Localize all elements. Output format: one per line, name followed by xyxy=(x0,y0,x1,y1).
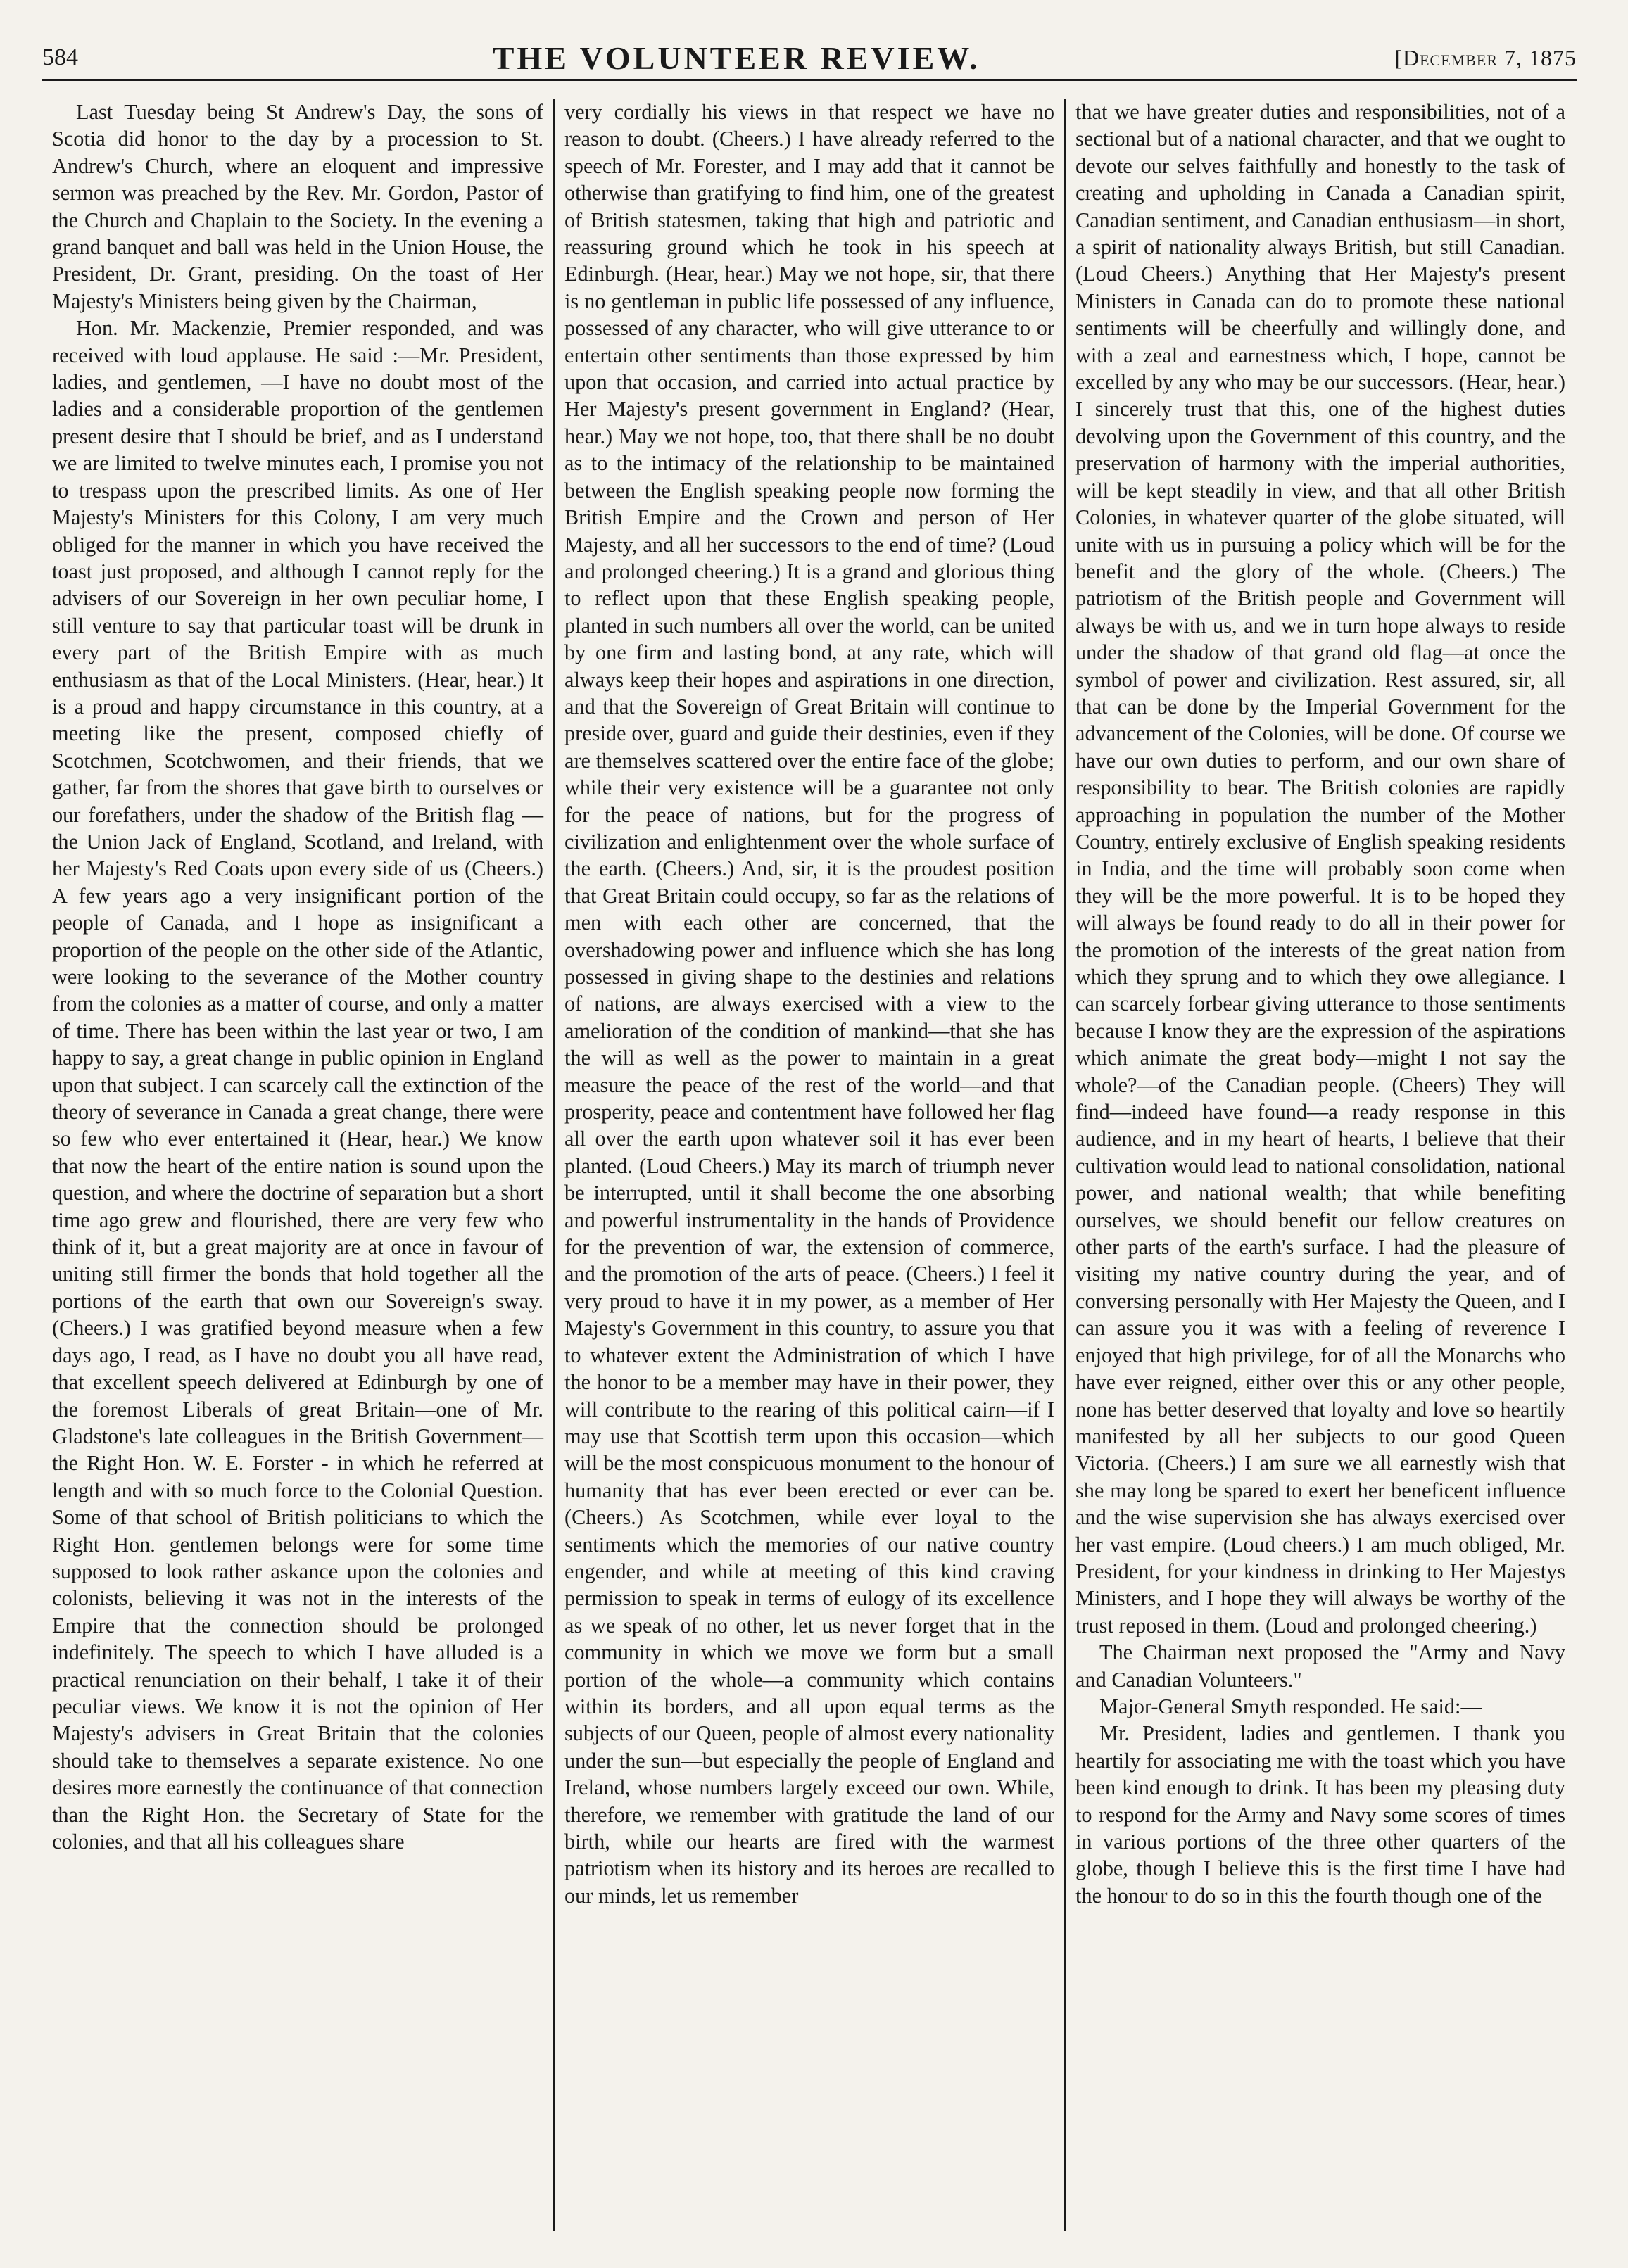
chairman-toast-paragraph: The Chairman next proposed the "Army and Navy and Canadian Volunteers." xyxy=(1075,1640,1565,1692)
publication-title: THE VOLUNTEER REVIEW. xyxy=(492,39,980,76)
article-columns xyxy=(42,99,1577,2231)
smyth-speech-paragraph: Mr. President, ladies and gentlemen. I thank you heartily for associating me with the toast which you have been kind enough to drink. It has been my pleasing duty to respond for the Army and Navy some scores of times in various portions of the three other quarters of the globe, though I believe this is the first time I have had the honour to do so in this the fourth though one of the xyxy=(1075,1721,1565,1908)
page-number: 584 xyxy=(42,44,78,70)
st-andrews-day-paragraph: Last Tuesday being St Andrew's Day, the sons of Scotia did honor to the day by a procession to St. Andrew's Church, where an eloquent and impressive sermon was preached by the Rev. Mr. Gordon, Pastor of the Church and Chaplain to the Society. In the evening a grand banquet and ball was held in the Union House, the President, Dr. Grant, presiding. On the toast of Her Majesty's Ministers being given by the Chairman, xyxy=(52,100,543,313)
speech-conclusion-paragraph: that we have greater duties and responsibilities, not of a sectional but of a national character, and that we ought to devote our selves faithfully and honestly to the task of creating and upholding in Canada a Canadian spirit, Canadian sentiment, and Canadian enthusiasm—in short, a spirit of nationality always British, but still Canadian. (Loud Cheers.) Anything that Her Majesty's present Ministers in Canada can do to promote these national sentiments will be cheerfully and willingly done, and with a zeal and earnestness which, I hope, cannot be excelled by any who may be our successors. (Hear, hear.) I sincerely trust that this, one of the highest duties devolving upon the Government of this country, and the preservation of harmony with the imperial authorities, will be kept steadily in view, and that all other British Colonies, in whatever quarter of the globe situated, will unite with us in pursuing a policy which will be for the benefit and the glory of the whole. (Cheers.) The patriotism of the British people and Government will always be with us, and we in turn hope always to reside under the shadow of that grand old flag—at once the symbol of power and civilization. Rest assured, sir, all that can be done by the Imperial Government for the advancement of the Colonies, will be done. Of course we have our own duties to perform, and our own share of responsibility to bear. The British colonies are rapidly approaching in population the number of the Mother Country, entirely exclusive of English speaking residents in India, and the time will probably soon come when they will be the more powerful. It is to be hoped they will always be found ready to do all in their power for the promotion of the interests of the great nation from which they sprung and to which they owe allegiance. I can scarcely forbear giving utterance to those sentiments because I know they are the expression of the aspirations which animate the great body—might I not say the whole?—of the Canadian people. (Cheers) They will find—indeed have found—a ready response in this audience, and in my heart of hearts, I believe that their cultivation would lead to national consolidation, national power, and national wealth; that while benefiting ourselves, we should benefit our fellow creatures on other parts of the earth's surface. I had the pleasure of visiting my native country during the year, and of conversing personally with Her Majesty the Queen, and I can assure you it was with a feeling of reverence I enjoyed that high privilege, for of all the Monarchs who have ever reigned, either over this or any other people, none has better deserved that loyalty and love so heartily manifested by all her subjects to our good Queen Victoria. (Cheers.) I am sure we all earnestly wish that she may long be spared to exert her beneficent influence and the wise supervision she has always exercised over her vast empire. (Loud cheers.) I am much obliged, Mr. President, for your kindness in drinking to Her Majestys Ministers, and I hope they will always be worthy of the trust reposed in them. (Loud and prolonged cheering.) xyxy=(1075,100,1565,1637)
masthead xyxy=(42,37,1577,81)
smyth-responded-paragraph: Major-General Smyth responded. He said:— xyxy=(1099,1694,1482,1718)
mackenzie-speech-paragraph: Hon. Mr. Mackenzie, Premier responded, and was received with loud applause. He said :—Mr. President, ladies, and gentlemen, —I have no doubt most of the ladies and a considerable proportion of the gentlemen present desire that I should be brief, and as I understand we are limited to twelve minutes each, I promise you not to trespass upon the prescribed limits. As one of Her Majesty's Ministers for this Colony, I am very much obliged for the manner in which you have received the toast just proposed, and although I cannot reply for the advisers of our Sovereign in her own peculiar home, I still venture to say that particular toast will be drunk in every part of the British Empire with as much enthusiasm as that of the Local Ministers. (Hear, hear.) It is a proud and happy circumstance in this country, at a meeting like the present, composed chiefly of Scotchmen, Scotchwomen, and their friends, that we gather, far from the shores that gave birth to ourselves or our forefathers, under the shadow of the British flag —the Union Jack of England, Scotland, and Ireland, with her Majesty's Red Coats upon every side of us (Cheers.) A few years ago a very insignificant portion of the people of Canada, and I hope as insignificant a proportion of the people on the other side of the Atlantic, were looking to the severance of the Mother country from the colonies as a matter of course, and only a matter of time. There has been within the last year or two, I am happy to say, a great change in public opinion in England upon that subject. I can scarcely call the extinction of the theory of severance in Canada a great change, there were so few who ever entertained it (Hear, hear.) We know that now the heart of the entire nation is sound upon the question, and where the doctrine of separation but a short time ago grew and flourished, there are very few who think of it, but a great majority are at once in favour of uniting still firmer the bonds that hold together all the portions of the earth that own our Sovereign's sway. (Cheers.) I was gratified beyond measure when a few days ago, I read, as I have no doubt you all have read, that excellent speech delivered at Edinburgh by one of the foremost Liberals of great Britain—one of Mr. Gladstone's late colleagues in the British Government—the Right Hon. W. E. Forster - in which he referred at length and with so much force to the Colonial Question. Some of that school of British politicians to which the Right Hon. gentlemen belongs were for some time supposed to look rather askance upon the colonies and colonists, believing it was not in the interests of the Empire that the connection should be prolonged indefinitely. The speech to which I have alluded is a practical renunciation on their behalf, I take it of their peculiar views. We know it is not the opinion of Her Majesty's advisers in Great Britain that the colonies should take to themselves a separate existence. No one desires more earnestly the continuance of that connection than the Right Hon. the Secretary of State for the colonies, and that all his colleagues share xyxy=(52,316,543,1854)
column-3 xyxy=(1064,99,1575,2231)
issue-date: [December 7, 1875 xyxy=(1394,44,1577,70)
column-1 xyxy=(42,99,553,2231)
speech-continued-paragraph: very cordially his views in that respect we have no reason to doubt. (Cheers.) I have already referred to the speech of Mr. Forester, and I may add that it cannot be otherwise than gratifying to find him, one of the greatest of British statesmen, taking that high and patriotic and reassuring ground which he took in his speech at Edinburgh. (Hear, hear.) May we not hope, sir, that there is no gentleman in public life possessed of any influence, possessed of any character, who will give utterance to or entertain other sentiments than those expressed by him upon that occasion, and carried into actual practice by Her Majesty's present government in England? (Hear, hear.) May we not hope, too, that there shall be no doubt as to the intimacy of the relationship to be maintained between the English speaking people now forming the British Empire and the Crown and person of Her Majesty, and all her successors to the end of time? (Loud and prolonged cheering.) It is a grand and glorious thing to reflect upon that these English speaking people, planted in such numbers all over the world, can be united by one firm and lasting bond, at any rate, which will always keep their hopes and aspirations in one direction, and that the Sovereign of Great Britain will continue to preside over, guard and guide their destinies, even if they are themselves scattered over the entire face of the globe; while their very existence will be a guarantee not only for the peace of nations, but for the progress of civilization and enlightenment over the whole surface of the earth. (Cheers.) And, sir, it is the proudest position that Great Britain could occupy, so far as the relations of men with each other are concerned, that the overshadowing power and influence which she has long possessed in giving shape to the destinies and relations of nations, are always exercised with a view to the amelioration of the condition of mankind—that she has the will as well as the power to maintain in a great measure the peace of the rest of the world—and that prosperity, peace and contentment have followed her flag all over the earth upon whatever soil it has ever been planted. (Loud Cheers.) May its march of triumph never be interrupted, until it shall become the one absorbing and powerful instrumentality in the hands of Providence for the prevention of war, the extension of commerce, and the promotion of the arts of peace. (Cheers.) I feel it very proud to have it in my power, as a member of Her Majesty's Government in this country, to assure you that to whatever extent the Administration of which I have the honor to be a member may have in their power, they will contribute to the rearing of this political cairn—if I may use that Scottish term upon this occasion—which will be the most conspicuous monument to the honour of humanity that has ever been erected or ever can be. (Cheers.) As Scotchmen, while ever loyal to the sentiments which the memories of our native country engender, and while at meeting of this kind craving permission to speak in terms of eulogy of its excellence as we speak of no other, let us never forget that in the community in which we move we form but a small portion of the whole—a community which contains within its borders, and all upon equal terms as the subjects of our Queen, people of almost every nationality under the sun—but especially the people of England and Ireland, whose numbers largely exceed our own. While, therefore, we remember with gratitude the land of our birth, while our hearts are fired with the warmest patriotism when its history and its heroes are recalled to our minds, let us remember xyxy=(564,100,1054,1908)
column-2 xyxy=(553,99,1064,2231)
